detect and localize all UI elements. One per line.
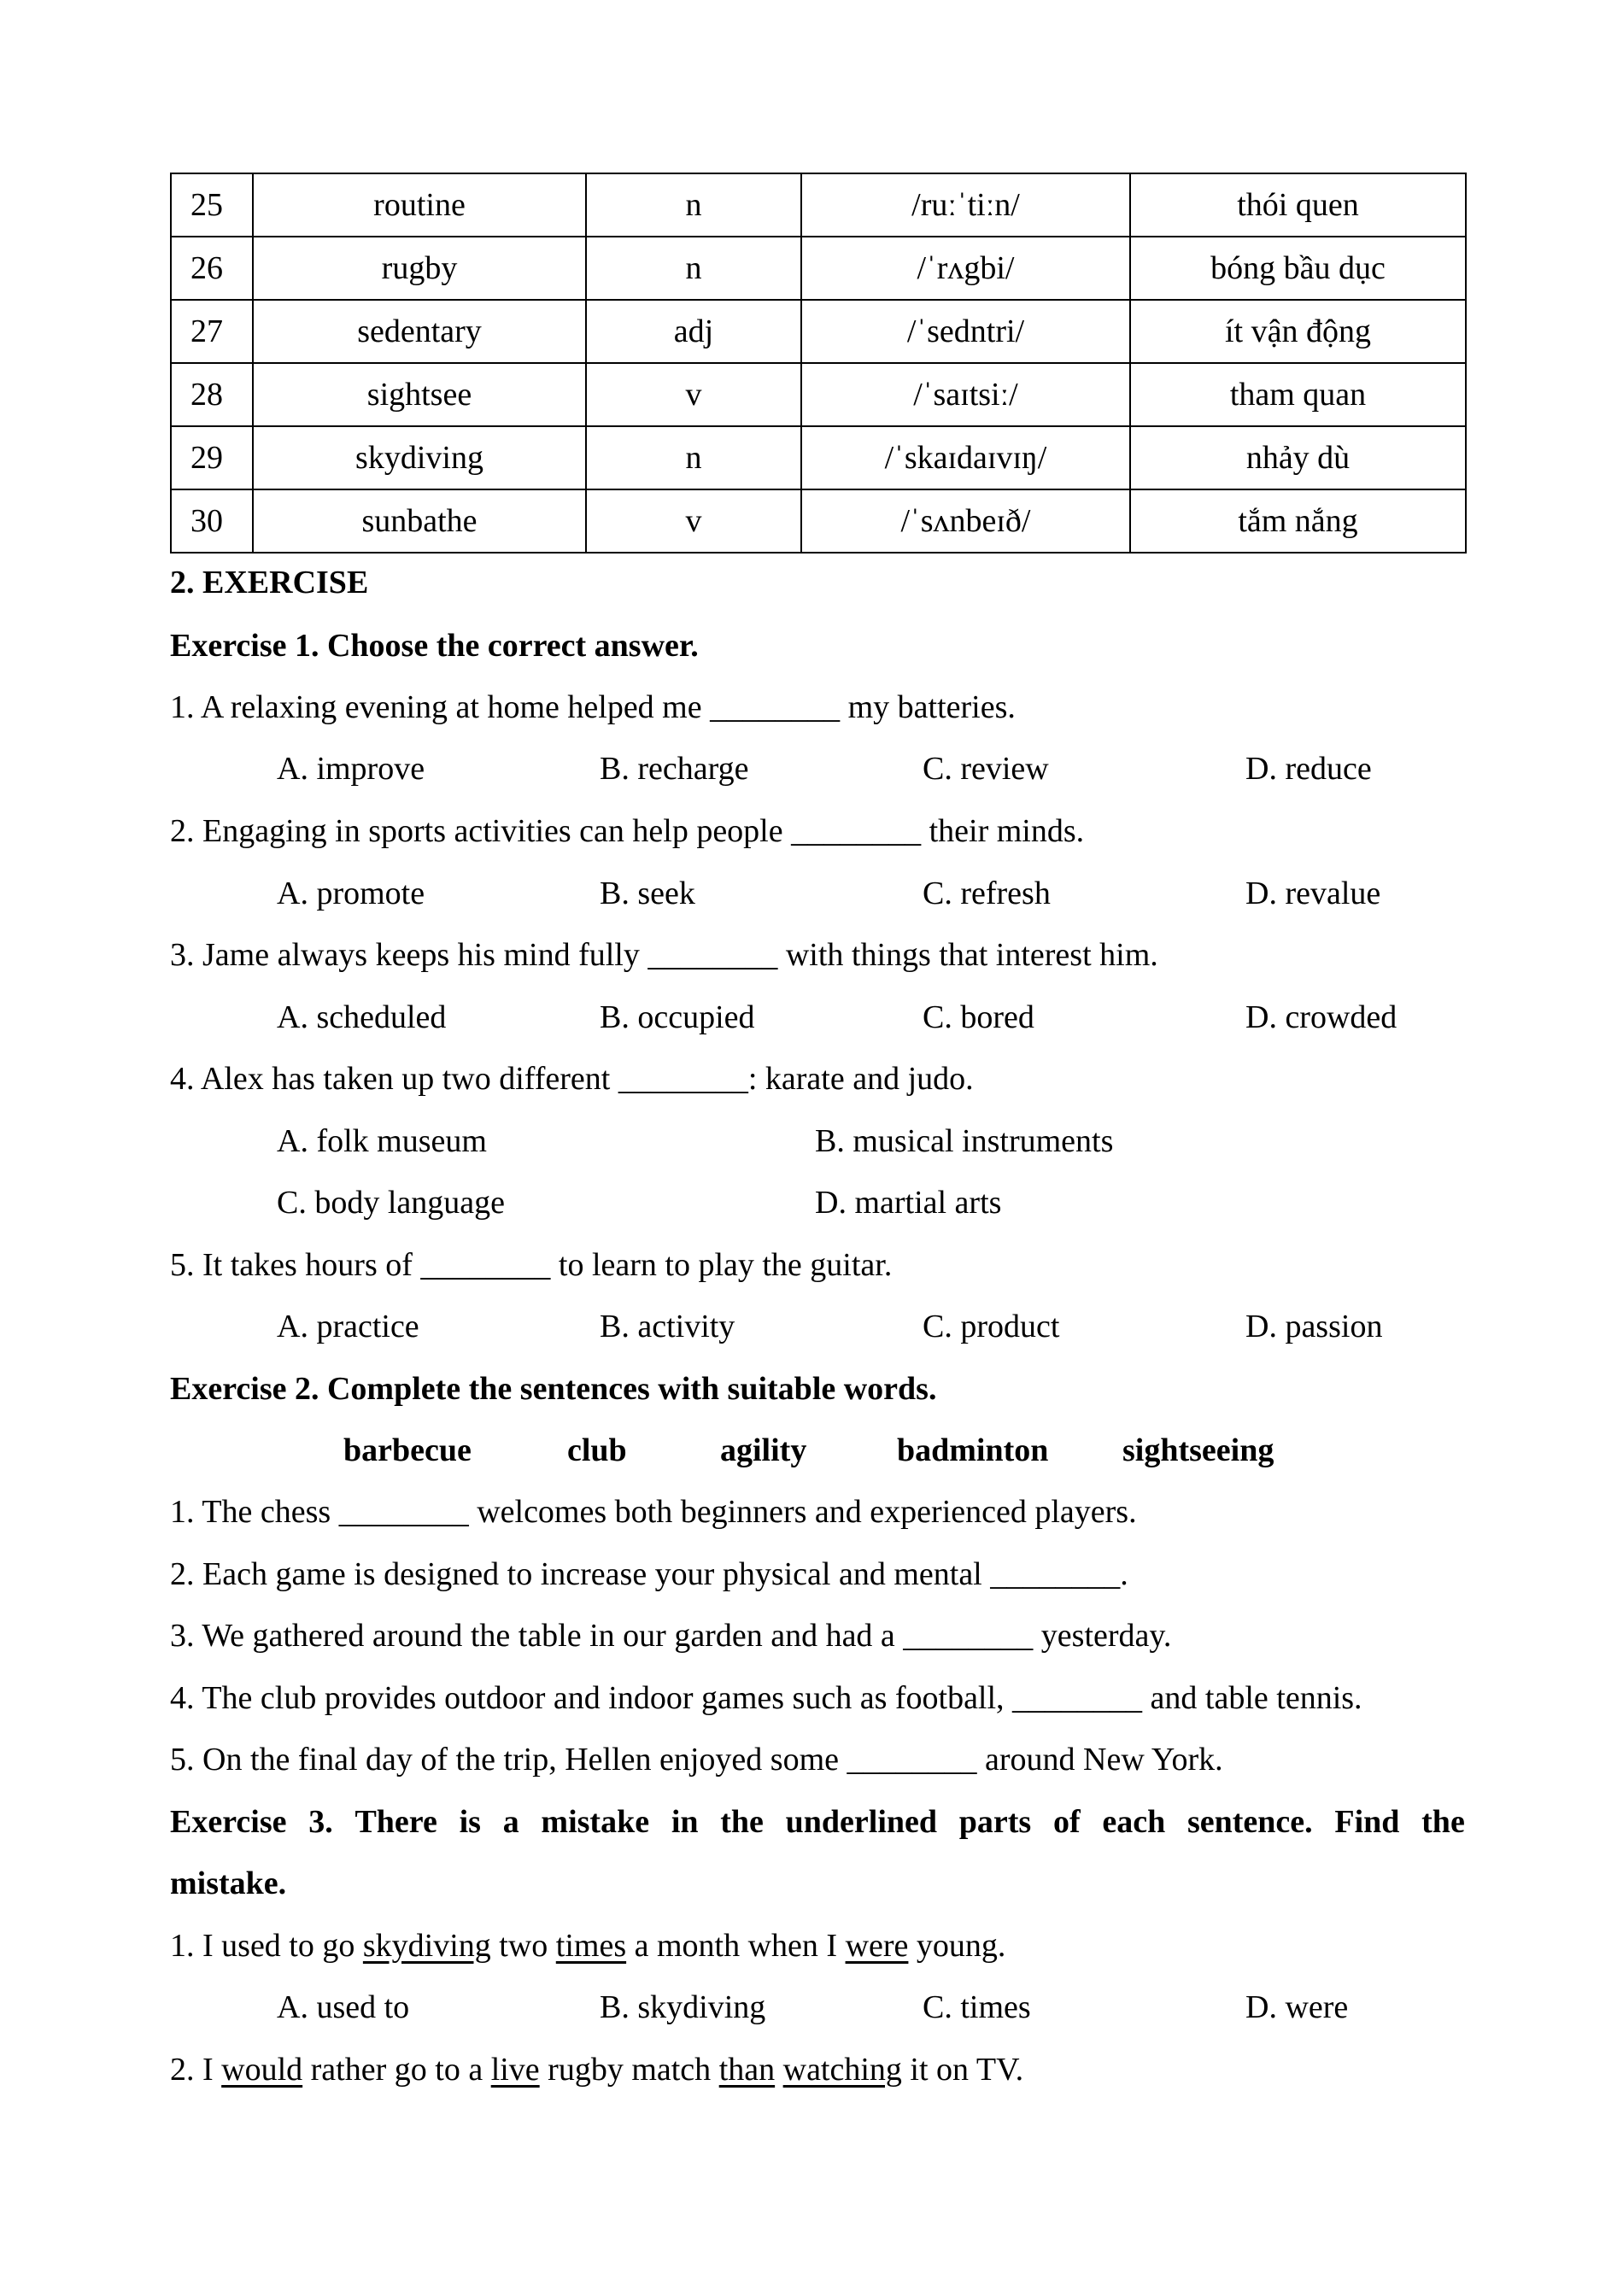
meaning: bóng bầu dục bbox=[1130, 237, 1466, 300]
word-type: adj bbox=[586, 300, 801, 363]
meaning: nhảy dù bbox=[1130, 426, 1466, 489]
section-title: 2. EXERCISE bbox=[170, 565, 369, 600]
title-word: parts bbox=[958, 1804, 1032, 1840]
sentence-text: two bbox=[490, 1928, 556, 1964]
vocab-word: sightsee bbox=[253, 363, 586, 426]
option-c: C. refresh bbox=[923, 876, 1051, 911]
sentence-text bbox=[775, 2052, 783, 2088]
vocab-word: sedentary bbox=[253, 300, 586, 363]
option-d: D. passion bbox=[1245, 1309, 1383, 1344]
title-word: the bbox=[1421, 1804, 1465, 1840]
vocab-word: sunbathe bbox=[253, 489, 586, 553]
title-word: underlined bbox=[785, 1804, 938, 1840]
underlined-part: live bbox=[490, 2052, 540, 2088]
title-word: mistake bbox=[541, 1804, 650, 1840]
sentence-text: a month when I bbox=[626, 1928, 846, 1964]
option-d: D. crowded bbox=[1245, 999, 1397, 1035]
underlined-part: times bbox=[555, 1928, 627, 1964]
meaning: tham quan bbox=[1130, 363, 1466, 426]
word-type: v bbox=[586, 489, 801, 553]
title-word: of bbox=[1052, 1804, 1081, 1840]
underlined-part: would bbox=[221, 2052, 303, 2088]
table-row bbox=[171, 300, 1466, 363]
word-type: n bbox=[586, 173, 801, 237]
pronunciation: /ruːˈtiːn/ bbox=[801, 173, 1130, 237]
title-word: 3. bbox=[308, 1804, 333, 1840]
pronunciation: /ˈskaɪdaɪvɪŋ/ bbox=[801, 426, 1130, 489]
sentence-text: 2. I bbox=[170, 2052, 222, 2088]
title-word: a bbox=[502, 1804, 519, 1840]
option-a: A. promote bbox=[277, 876, 425, 911]
vocab-word: routine bbox=[253, 173, 586, 237]
option-c: C. body language bbox=[277, 1185, 506, 1221]
sentence-text: rugby match bbox=[539, 2052, 719, 2088]
row-number: 26 bbox=[171, 237, 253, 300]
table-row bbox=[171, 426, 1466, 489]
table-row bbox=[171, 363, 1466, 426]
option-c: C. bored bbox=[923, 999, 1034, 1035]
table-row bbox=[171, 173, 1466, 237]
exercise-1-question-1: 1. A relaxing evening at home helped me ________ my batteries. bbox=[170, 689, 1016, 725]
option-a: A. scheduled bbox=[277, 999, 447, 1035]
sentence-text: 1. I used to go bbox=[170, 1928, 363, 1964]
sentence-text: young. bbox=[908, 1928, 1006, 1964]
exercise-3-title-continued: mistake. bbox=[170, 1866, 287, 1901]
title-word: each bbox=[1102, 1804, 1166, 1840]
title-word: sentence. bbox=[1186, 1804, 1313, 1840]
word-type: v bbox=[586, 363, 801, 426]
exercise-1-question-3: 3. Jame always keeps his mind fully ________ with things that interest him. bbox=[170, 937, 1158, 973]
sentence-text: it on TV. bbox=[901, 2052, 1024, 2088]
vocab-word: skydiving bbox=[253, 426, 586, 489]
exercise-3-question-2 bbox=[170, 2053, 1023, 2086]
exercise-1-question-2: 2. Engaging in sports activities can help people ________ their minds. bbox=[170, 813, 1085, 849]
option-c: C. product bbox=[923, 1309, 1060, 1344]
word-bank-item: agility bbox=[720, 1432, 807, 1468]
underlined-part: skydiving bbox=[362, 1928, 491, 1964]
table-row bbox=[171, 489, 1466, 553]
underlined-part: than bbox=[718, 2052, 776, 2088]
exercise-2-sentence-3: 3. We gathered around the table in our garden and had a ________ yesterday. bbox=[170, 1618, 1172, 1654]
row-number: 29 bbox=[171, 426, 253, 489]
row-number: 30 bbox=[171, 489, 253, 553]
option-d: D. revalue bbox=[1245, 876, 1381, 911]
option-a: A. practice bbox=[277, 1309, 419, 1344]
word-bank-item: badminton bbox=[897, 1432, 1049, 1468]
title-word: There bbox=[354, 1804, 437, 1840]
exercise-1-question-4: 4. Alex has taken up two different ________: karate and judo. bbox=[170, 1061, 974, 1097]
option-a: A. folk museum bbox=[277, 1123, 487, 1159]
option-a: A. improve bbox=[277, 751, 425, 787]
option-a: A. used to bbox=[277, 1989, 410, 2025]
meaning: ít vận động bbox=[1130, 300, 1466, 363]
exercise-1-question-5: 5. It takes hours of ________ to learn to play the guitar. bbox=[170, 1247, 893, 1283]
title-word: the bbox=[720, 1804, 764, 1840]
pronunciation: /ˈsaɪtsiː/ bbox=[801, 363, 1130, 426]
exercise-2-sentence-5: 5. On the final day of the trip, Hellen enjoyed some ________ around New York. bbox=[170, 1742, 1223, 1778]
title-word: Find bbox=[1334, 1804, 1400, 1840]
pronunciation: /ˈsʌnbeɪð/ bbox=[801, 489, 1130, 553]
word-bank-item: club bbox=[567, 1432, 627, 1468]
vocabulary-table bbox=[170, 173, 1467, 554]
word-type: n bbox=[586, 426, 801, 489]
title-word: is bbox=[459, 1804, 481, 1840]
row-number: 27 bbox=[171, 300, 253, 363]
word-type: n bbox=[586, 237, 801, 300]
option-b: B. skydiving bbox=[600, 1989, 766, 2025]
option-d: D. martial arts bbox=[815, 1185, 1002, 1221]
option-b: B. seek bbox=[600, 876, 695, 911]
exercise-1-title: Exercise 1. Choose the correct answer. bbox=[170, 628, 699, 664]
exercise-3-title bbox=[170, 1806, 1465, 1838]
option-d: D. were bbox=[1245, 1989, 1349, 2025]
underlined-part: watching bbox=[782, 2052, 902, 2088]
meaning: tắm nắng bbox=[1130, 489, 1466, 553]
sentence-text: rather go to a bbox=[302, 2052, 491, 2088]
underlined-part: were bbox=[845, 1928, 909, 1964]
pronunciation: /ˈrʌgbi/ bbox=[801, 237, 1130, 300]
title-word: Exercise bbox=[170, 1804, 287, 1840]
pronunciation: /ˈsedntri/ bbox=[801, 300, 1130, 363]
option-d: D. reduce bbox=[1245, 751, 1372, 787]
exercise-2-sentence-1: 1. The chess ________ welcomes both beginners and experienced players. bbox=[170, 1494, 1137, 1530]
option-c: C. review bbox=[923, 751, 1049, 787]
exercise-2-title: Exercise 2. Complete the sentences with suitable words. bbox=[170, 1371, 937, 1407]
row-number: 25 bbox=[171, 173, 253, 237]
exercise-2-sentence-4: 4. The club provides outdoor and indoor games such as football, ________ and table tennis. bbox=[170, 1680, 1362, 1716]
option-c: C. times bbox=[923, 1989, 1031, 2025]
row-number: 28 bbox=[171, 363, 253, 426]
meaning: thói quen bbox=[1130, 173, 1466, 237]
vocab-word: rugby bbox=[253, 237, 586, 300]
option-b: B. recharge bbox=[600, 751, 749, 787]
word-bank-item: barbecue bbox=[343, 1432, 472, 1468]
word-bank-item: sightseeing bbox=[1122, 1432, 1274, 1468]
exercise-2-sentence-2: 2. Each game is designed to increase your physical and mental ________. bbox=[170, 1556, 1128, 1592]
option-b: B. occupied bbox=[600, 999, 755, 1035]
option-b: B. activity bbox=[600, 1309, 735, 1344]
exercise-3-question-1 bbox=[170, 1930, 1005, 1962]
option-b: B. musical instruments bbox=[815, 1123, 1114, 1159]
table-row bbox=[171, 237, 1466, 300]
title-word: in bbox=[671, 1804, 699, 1840]
